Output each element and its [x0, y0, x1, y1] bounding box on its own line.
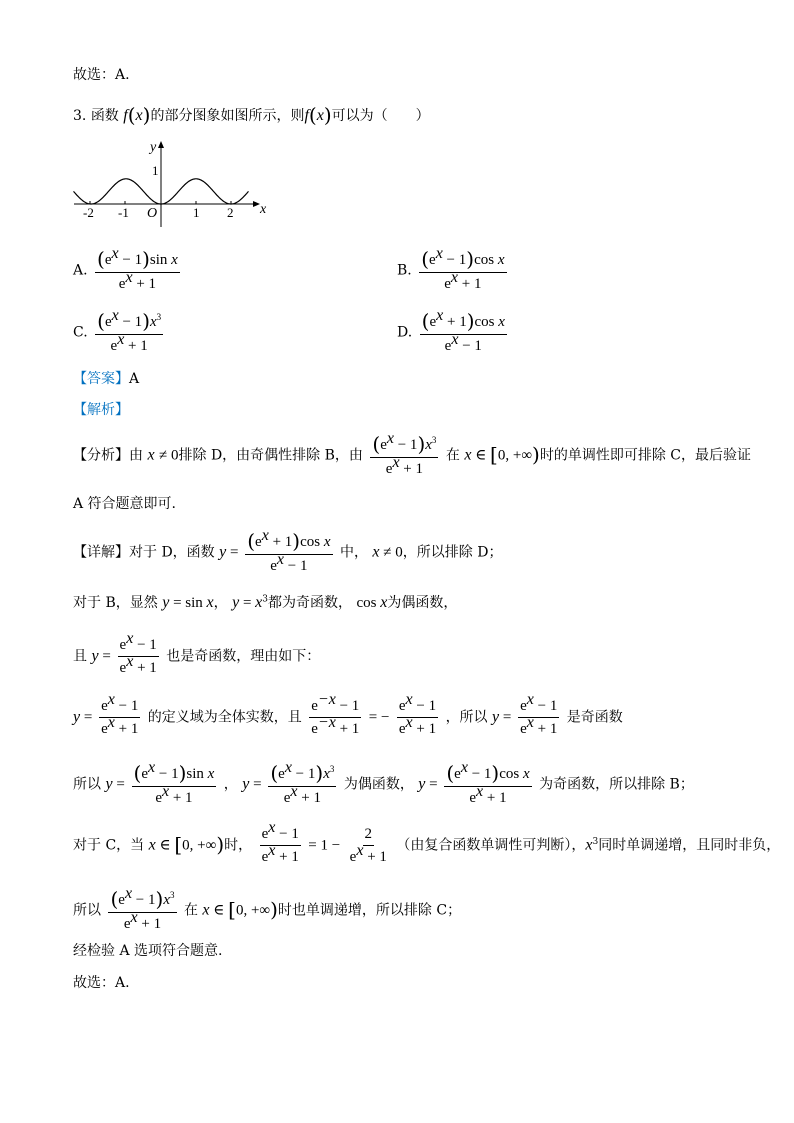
x-axis-label: x	[260, 202, 267, 217]
function-graph	[70, 135, 270, 230]
line-def-text: 的定义域为全体实数，且	[147, 709, 302, 726]
previous-answer: 故选：A.	[73, 67, 130, 83]
question-number: 3.	[73, 108, 87, 124]
option-b[interactable]: B. $\frac{(e^x - 1)\cos x}{e^x + 1}$	[397, 245, 505, 292]
line-qie: 且 y = $\frac{e^x - 1}{e^x + 1}$ 也是奇函数，理由如下：	[73, 630, 321, 676]
line-qie-text: 且	[73, 648, 87, 665]
analysis-tag: 【解析】	[73, 402, 129, 418]
line-b-text: 为偶函数，	[387, 595, 458, 611]
fenxi-text: 排除 D，由奇偶性排除 B，由	[178, 447, 363, 464]
line-qie-text: 也是奇函数，理由如下：	[166, 648, 321, 665]
check-line: 经检验 A 选项符合题意.	[73, 943, 223, 959]
fenxi-text: 时的单调性即可排除 C，最后验证	[539, 447, 751, 464]
x-tick-label: 2	[227, 205, 234, 220]
question-text-3: 可以为（ ）	[331, 108, 430, 124]
option-b-label: B.	[397, 262, 412, 279]
line-b-text: 对于 B，显然	[73, 595, 158, 611]
option-c-label: C.	[73, 324, 88, 341]
fenxi-line: 【分析】由 x ≠ 0排除 D，由奇偶性排除 B，由 $\frac{(e^x - 1)x^3}{e^x + 1}$ 在 x ∈ [0, +∞)时的单调性即可排除 C，最后验证	[73, 430, 751, 477]
xiangjie-text: 中，	[339, 544, 368, 561]
option-d-label: D.	[397, 324, 413, 341]
x-tick-label: 1	[193, 205, 200, 220]
line-b: 对于 B，显然 y = sin x， $y = x^3$都为奇函数， cos x为偶函数，	[73, 594, 458, 611]
fenxi-tag: 【分析】	[73, 447, 129, 464]
line-suoyi: 所以 y = $\frac{(e^x - 1)\sin x}{e^x + 1}$ ， y = $\frac{(e^x - 1)x^3}{e^x + 1}$ 为偶函数， y = $\frac{(e^x - 1)\cos x}{e^x + 1}$ 为奇函数，所以排除 B；	[73, 759, 694, 806]
fenxi-line-2: A 符合题意即可.	[73, 496, 177, 512]
line-suoyi-text: 为奇函数，所以排除 B；	[539, 776, 694, 793]
xiangjie-text: 对于 D，函数	[129, 544, 215, 561]
x-tick-label: -2	[83, 205, 94, 220]
fenxi-text: 由	[129, 447, 143, 464]
y-one-label: 1	[152, 163, 159, 178]
option-a[interactable]: A. $\frac{(e^x - 1)\sin x}{e^x + 1}$	[73, 245, 178, 292]
origin-label: O	[147, 206, 158, 221]
line-def: y = $\frac{e^x - 1}{e^x + 1}$ 的定义域为全体实数，且 $\frac{e^{-x} - 1}{e^{-x} + 1}$ = − $\frac{e^x - 1}{e^x + 1}$ ，所以 y = $\frac{e^x - 1}{e^x + 1}$ 是奇函数	[73, 691, 623, 737]
option-c[interactable]: C. $\frac{(e^x - 1)x^3}{e^x + 1}$	[73, 307, 162, 354]
line-c: 对于 C，当 x ∈ [0, +∞)时， $\frac{e^x - 1}{e^x + 1}$ = 1 − $\frac{2}{e^x + 1}$ （由复合函数单调性可判断），$x^3$同时单调递增，且同时非负，	[73, 819, 781, 865]
answer-tag: 【答案】	[73, 371, 129, 387]
line-c2: 所以 $\frac{(e^x - 1)x^3}{e^x + 1}$ 在 x ∈ [0, +∞)时也单调递增，所以排除 C；	[73, 885, 462, 932]
question-stem: 3. 函数 f(x)的部分图象如图所示，则f(x)可以为（ ）	[73, 103, 430, 127]
final-answer: 故选：A.	[73, 975, 130, 991]
option-a-label: A.	[73, 262, 88, 279]
line-c2-text: 在	[183, 902, 198, 919]
answer-line	[73, 372, 139, 386]
xiangjie-text: ，所以排除 D；	[402, 544, 503, 561]
xiangjie-line: 【详解】对于 D，函数 y = $\frac{(e^x + 1)\cos x}{e^x - 1}$ 中， x ≠ 0，所以排除 D；	[73, 527, 503, 574]
line-suoyi-text: 为偶函数，	[343, 776, 414, 793]
line-def-text: 是奇函数	[566, 709, 623, 726]
line-c2-text: 所以	[73, 902, 101, 919]
line-c-text: 对于 C，当	[73, 837, 145, 854]
line-c-text: 时，	[224, 837, 253, 854]
line-suoyi-text: ，	[223, 776, 238, 793]
answer-value: A	[129, 371, 140, 387]
x-tick-label: -1	[118, 205, 129, 220]
question-text-1: 函数	[90, 108, 119, 124]
line-b-text: ，	[213, 595, 228, 611]
xiangjie-tag: 【详解】	[73, 544, 129, 561]
line-b-text: 都为奇函数，	[268, 595, 353, 611]
line-def-text: ，所以	[445, 709, 488, 726]
fenxi-text: 在	[445, 447, 460, 464]
option-d[interactable]: D. $\frac{(e^x + 1)\cos x}{e^x - 1}$	[397, 307, 505, 354]
line-c2-text: 时也单调递增，所以排除 C；	[277, 902, 462, 919]
line-c-text: （由复合函数单调性可判断），	[396, 837, 586, 854]
line-c-text: 同时单调递增，且同时非负，	[598, 837, 781, 854]
line-suoyi-text: 所以	[73, 776, 101, 793]
question-text-2: 的部分图象如图所示，则	[150, 108, 305, 124]
y-axis-label: y	[150, 140, 157, 155]
